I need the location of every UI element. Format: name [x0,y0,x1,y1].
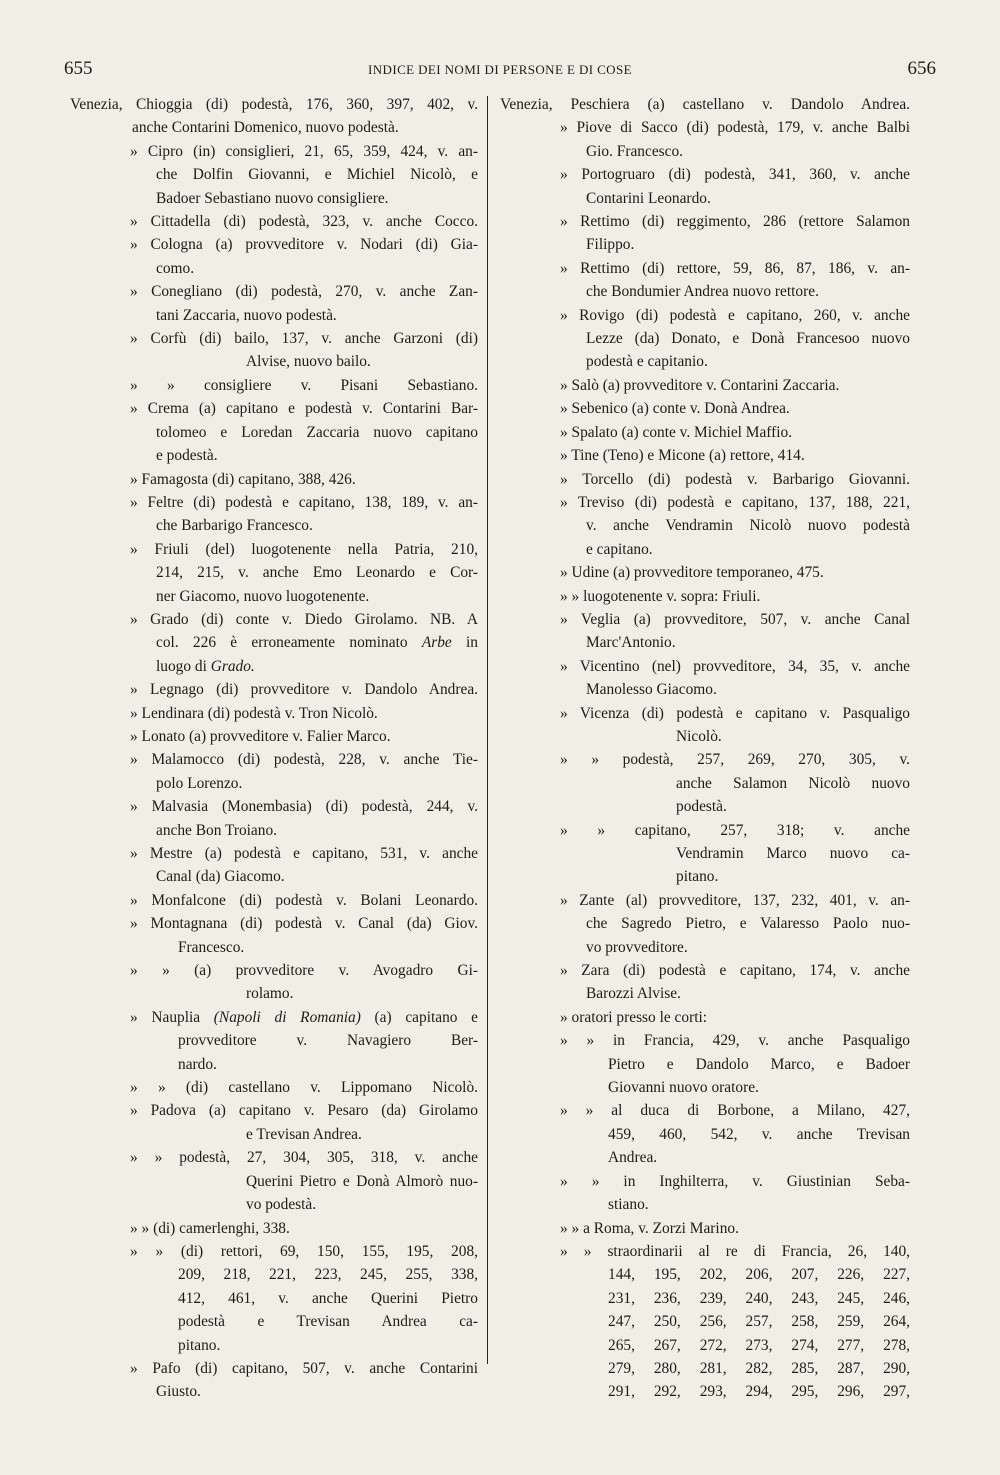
index-line: » » podestà, 257, 269, 270, 305, v. [560,751,910,769]
index-line: 291, 292, 293, 294, 295, 296, 297, [608,1383,910,1401]
index-line: Nicolò. [676,727,722,745]
index-line: » Treviso (di) podestà e capitano, 137, 188, 221, [560,493,910,511]
page-number-right: 656 [907,58,936,79]
running-title: INDICE DEI NOMI DI PERSONE E DI COSE [368,62,632,77]
index-line: » Vicenza (di) podestà e capitano v. Pasqualigo [560,704,910,722]
index-line: 214, 215, v. anche Emo Leonardo e Cor- [156,564,478,582]
running-header [64,58,936,80]
index-line: Manolesso Giacomo. [586,681,717,699]
index-line: rolamo. [246,985,294,1003]
index-line: » Cologna (a) provveditore v. Nodari (di) Gia- [130,236,478,254]
index-line: Alvise, nuovo bailo. [246,353,371,371]
index-line: » » in Inghilterra, v. Giustinian Seba- [560,1172,910,1190]
index-line: ner Giacomo, nuovo luogotenente. [156,587,370,605]
index-line: podestà. [676,798,727,816]
index-line: che Bondumier Andrea nuovo rettore. [586,283,819,301]
index-line: e Trevisan Andrea. [246,1125,362,1143]
index-line: 231, 236, 239, 240, 243, 245, 246, [608,1289,910,1307]
index-line: como. [156,259,195,277]
index-line: provveditore v. Navagiero Ber- [178,1032,478,1050]
index-line: col. 226 è erroneamente nominato Arbe in [156,634,478,652]
index-line: luogo di Grado. [156,657,255,675]
index-line: » Tine (Teno) e Micone (a) rettore, 414. [560,447,805,465]
page-number-left: 655 [64,58,93,79]
index-line: Badoer Sebastiano nuovo consigliere. [156,189,389,207]
index-line: » Portogruaro (di) podestà, 341, 360, v. anche [560,166,910,184]
index-line: Venezia, Chioggia (di) podestà, 176, 360, 397, 402, v. [70,96,478,113]
index-line: vo podestà. [246,1196,317,1214]
index-line: » Padova (a) capitano v. Pesaro (da) Girolamo [130,1102,478,1120]
index-line: » » (di) camerlenghi, 338. [130,1219,290,1237]
index-line: » Spalato (a) conte v. Michiel Maffio. [560,423,793,441]
index-line: » » al duca di Borbone, a Milano, 427, [560,1102,910,1120]
index-line: » Lonato (a) provveditore v. Falier Marco. [130,727,391,745]
index-column-left [70,93,478,1404]
index-line: e podestà. [156,447,218,465]
index-line: » Crema (a) capitano e podestà v. Contarini Bar- [130,400,478,418]
index-line: » Piove di Sacco (di) podestà, 179, v. anche Balbi [560,119,910,137]
index-line: 279, 280, 281, 282, 285, 287, 290, [608,1359,910,1377]
index-line: Giusto. [156,1383,201,1401]
index-line: » Feltre (di) podestà e capitano, 138, 189, v. an- [130,493,478,511]
index-line: Gio. Francesco. [586,142,684,160]
index-line: » Rettimo (di) reggimento, 286 (rettore Salamon [560,213,910,231]
index-line: » Rovigo (di) podestà e capitano, 260, v. anche [560,306,910,324]
index-line: » Malamocco (di) podestà, 228, v. anche Tie- [130,751,478,769]
index-line: » Famagosta (di) capitano, 388, 426. [130,470,356,488]
index-line: che Barbarigo Francesco. [156,517,313,535]
index-line: Marc'Antonio. [586,634,676,652]
index-line: Andrea. [608,1149,658,1167]
index-line: » Corfù (di) bailo, 137, v. anche Garzoni (di) [130,330,478,348]
index-line: » » (a) provveditore v. Avogadro Gi- [130,962,478,980]
column-divider [487,96,488,1364]
index-line: Vendramin Marco nuovo ca- [676,845,910,862]
index-line: che Sagredo Pietro, e Valaresso Paolo nuo- [586,915,910,933]
index-line: » » (di) castellano v. Lippomano Nicolò. [130,1079,478,1097]
index-line: podestà e Trevisan Andrea ca- [178,1313,478,1331]
index-line: » Veglia (a) provveditore, 507, v. anche Canal [560,610,910,628]
index-line: » Salò (a) provveditore v. Contarini Zaccaria. [560,376,840,394]
index-line: » Monfalcone (di) podestà v. Bolani Leonardo. [130,891,478,909]
index-line: » » in Francia, 429, v. anche Pasqualigo [560,1032,910,1050]
index-line: » » podestà, 27, 304, 305, 318, v. anche [130,1149,478,1167]
index-line: » Zante (al) provveditore, 137, 232, 401, v. an- [560,891,910,909]
index-column-right [500,93,910,1404]
index-line: pitano. [676,868,719,886]
index-line: » Zara (di) podestà e capitano, 174, v. anche [560,962,910,980]
index-line: anche Salamon Nicolò nuovo [676,774,910,792]
index-line: » Nauplia (Napoli di Romania) (a) capitano e [130,1008,478,1026]
index-line: » Conegliano (di) podestà, 270, v. anche Zan- [130,283,478,301]
index-line: anche Bon Troiano. [156,821,277,839]
index-line: » » (di) rettori, 69, 150, 155, 195, 208, [130,1242,478,1260]
index-line: » Mestre (a) podestà e capitano, 531, v. anche [130,845,478,862]
index-line: » Legnago (di) provveditore v. Dandolo Andrea. [130,681,478,699]
index-line: 412, 461, v. anche Querini Pietro [178,1289,478,1307]
index-line: 265, 267, 272, 273, 274, 277, 278, [608,1336,910,1354]
index-line: nardo. [178,1055,217,1073]
index-line: 459, 460, 542, v. anche Trevisan [608,1125,910,1143]
index-line: vo provveditore. [586,938,688,956]
index-line: » Montagnana (di) podestà v. Canal (da) Giov. [130,915,478,933]
index-line: Contarini Leonardo. [586,189,711,207]
index-line: Barozzi Alvise. [586,985,681,1003]
index-line: che Dolfin Giovanni, e Michiel Nicolò, e [156,166,478,184]
index-line: v. anche Vendramin Nicolò nuovo podestà [586,517,910,535]
index-line: 144, 195, 202, 206, 207, 226, 227, [608,1266,910,1284]
index-line: » Cipro (in) consiglieri, 21, 65, 359, 424, v. an- [130,142,478,160]
index-line: » Pafo (di) capitano, 507, v. anche Contarini [130,1359,478,1377]
index-line: Pietro e Dandolo Marco, e Badoer [608,1055,910,1073]
index-line: » Torcello (di) podestà v. Barbarigo Giovanni. [560,470,910,488]
index-line: Querini Pietro e Donà Almorò nuo- [246,1172,478,1190]
index-line: Filippo. [586,236,635,254]
index-line: tani Zaccaria, nuovo podestà. [156,306,337,324]
index-line: 247, 250, 256, 257, 258, 259, 264, [608,1313,910,1331]
index-line: polo Lorenzo. [156,774,243,792]
index-line: Lezze (da) Donato, e Donà Francesoo nuovo [586,330,910,348]
index-line: » Udine (a) provveditore temporaneo, 475. [560,564,824,582]
index-line: Giovanni nuovo oratore. [608,1079,759,1097]
index-line: » Cittadella (di) podestà, 323, v. anche Cocco. [130,213,478,231]
index-line: » » capitano, 257, 318; v. anche [560,821,910,839]
index-line: anche Contarini Domenico, nuovo podestà. [132,119,399,137]
index-line: » Grado (di) conte v. Diedo Girolamo. NB. A [130,610,478,628]
index-line: podestà e capitanio. [586,353,708,371]
index-line: » » luogotenente v. sopra: Friuli. [560,587,761,605]
index-line: tolomeo e Loredan Zaccaria nuovo capitano [156,423,478,441]
index-line: 209, 218, 221, 223, 245, 255, 338, [178,1266,478,1284]
index-line: Canal (da) Giacomo. [156,868,285,886]
index-line: » Vicentino (nel) provveditore, 34, 35, v. anche [560,657,910,675]
index-line: » » a Roma, v. Zorzi Marino. [560,1219,739,1237]
index-line: » Lendinara (di) podestà v. Tron Nicolò. [130,704,378,722]
index-line: » Rettimo (di) rettore, 59, 86, 87, 186, v. an- [560,259,910,277]
index-line: Venezia, Peschiera (a) castellano v. Dandolo Andrea. [500,96,910,113]
index-line: e capitano. [586,540,653,558]
index-line: » Friuli (del) luogotenente nella Patria, 210, [130,540,478,558]
index-line: stiano. [608,1196,649,1214]
index-line: » » straordinarii al re di Francia, 26, 140, [560,1242,910,1260]
index-line: pitano. [178,1336,221,1354]
index-line: » Sebenico (a) conte v. Donà Andrea. [560,400,790,418]
index-line: Francesco. [178,938,245,956]
index-line: » Malvasia (Monembasia) (di) podestà, 244, v. [130,798,478,816]
index-line: » oratori presso le corti: [560,1008,708,1026]
index-line: » » consigliere v. Pisani Sebastiano. [130,376,478,394]
